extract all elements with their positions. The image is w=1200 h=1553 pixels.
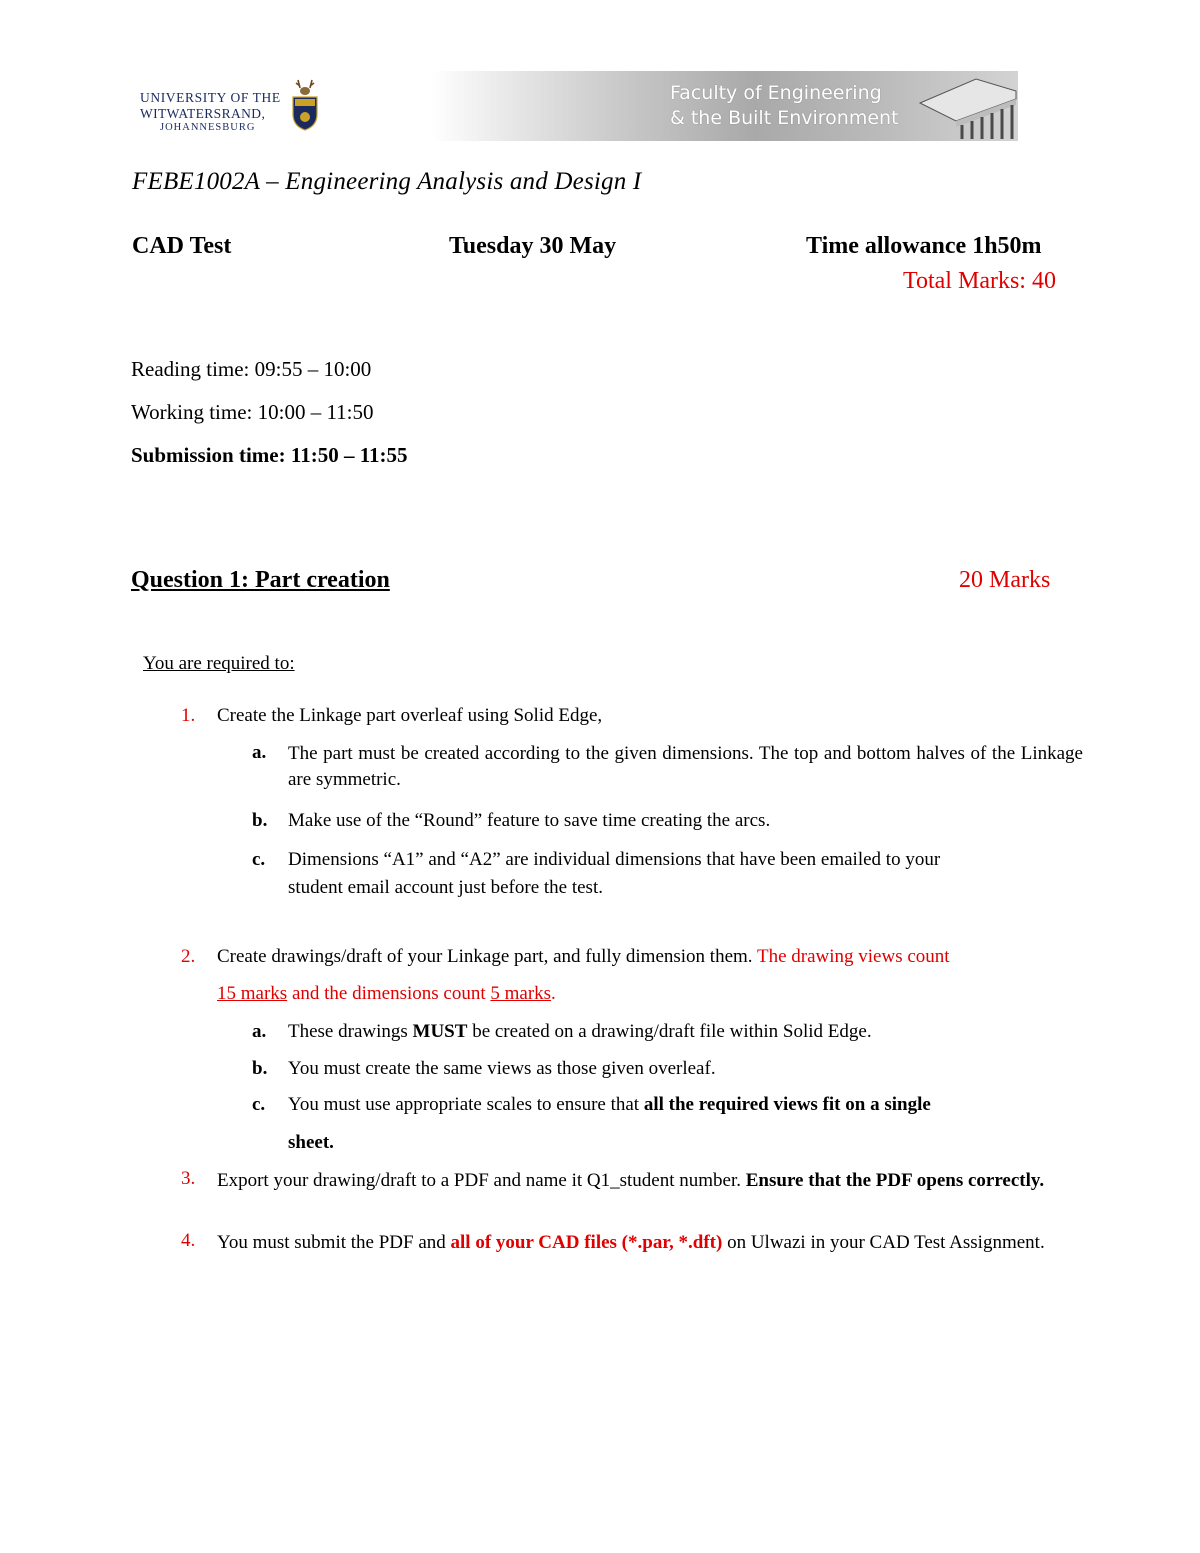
item-2a-label: a. xyxy=(252,1021,267,1042)
item-4-post: on Ulwazi in your CAD Test Assignment. xyxy=(727,1232,1045,1253)
item-2-red-marks1: 15 marks xyxy=(217,983,288,1004)
item-2-text: Create drawings/draft of your Linkage part, and fully dimension them. xyxy=(217,946,753,967)
item-2a-post: be created on a drawing/draft file within Solid Edge. xyxy=(472,1021,872,1042)
item-2-red-part1: The drawing views count xyxy=(756,946,950,967)
item-3-text xyxy=(217,1168,1081,1194)
course-title: FEBE1002A – Engineering Analysis and Design I xyxy=(132,168,642,195)
item-2c-bold1: all the required views fit on a single xyxy=(643,1094,931,1115)
test-date: Tuesday 30 May xyxy=(449,233,617,259)
item-2c-label: c. xyxy=(252,1094,266,1115)
item-1a-text: The part must be created according to the given dimensions. The top and bottom halves of the Linkage are symmetric. xyxy=(288,743,1083,790)
item-4-number: 4. xyxy=(181,1230,196,1251)
item-1c-text-line2: student email account just before the test. xyxy=(288,877,603,898)
building-icon xyxy=(916,75,1018,139)
question-title: Question 1: Part creation xyxy=(131,567,390,593)
faculty-banner-line2: & the Built Environment xyxy=(670,107,899,129)
item-4-red-bold: all of your CAD files (*.par, *.dft) xyxy=(450,1232,723,1253)
item-2b-label: b. xyxy=(252,1058,268,1079)
item-1b-label: b. xyxy=(252,810,268,831)
item-2-text-line1 xyxy=(217,946,950,968)
time-allowance: Time allowance 1h50m xyxy=(806,233,1042,259)
item-2-number: 2. xyxy=(181,946,196,967)
item-2c-bold2: sheet. xyxy=(288,1132,334,1153)
university-logo xyxy=(140,74,330,136)
working-time: Working time: 10:00 – 11:50 xyxy=(131,400,374,424)
item-3-number: 3. xyxy=(181,1168,196,1189)
faculty-banner-line1: Faculty of Engineering xyxy=(670,82,882,104)
question-marks: 20 Marks xyxy=(959,567,1051,593)
university-name-line1: UNIVERSITY OF THE xyxy=(140,90,281,105)
test-name: CAD Test xyxy=(132,233,232,259)
item-2-red-end: . xyxy=(551,983,556,1004)
item-2b-text: You must create the same views as those given overleaf. xyxy=(288,1058,716,1079)
faculty-banner xyxy=(432,71,1018,141)
item-1b-text: Make use of the “Round” feature to save time creating the arcs. xyxy=(288,810,771,831)
item-4-pre: You must submit the PDF and xyxy=(217,1232,446,1253)
university-name-line3: JOHANNESBURG xyxy=(160,122,256,133)
item-2-text-line2 xyxy=(217,983,556,1005)
item-1c-text-line1: Dimensions “A1” and “A2” are individual dimensions that have been emailed to your xyxy=(288,849,941,870)
item-1a-label: a. xyxy=(252,742,267,763)
reading-time: Reading time: 09:55 – 10:00 xyxy=(131,357,372,381)
item-4-text xyxy=(217,1230,1081,1256)
item-2a-pre: These drawings xyxy=(288,1021,408,1042)
university-crest-icon xyxy=(288,76,322,132)
item-2a-bold: MUST xyxy=(412,1021,468,1042)
total-marks: Total Marks: 40 xyxy=(903,268,1056,294)
submission-time: Submission time: 11:50 – 11:55 xyxy=(131,443,408,467)
item-2c-text xyxy=(288,1094,931,1116)
item-2a-text xyxy=(288,1021,872,1043)
university-name-line2: WITWATERSRAND, xyxy=(140,106,266,121)
item-2c-pre: You must use appropriate scales to ensure that xyxy=(288,1094,640,1115)
item-1-number: 1. xyxy=(181,705,196,726)
item-2-red-part2: and the dimensions count xyxy=(291,983,486,1004)
item-3-bold: Ensure that the PDF opens correctly. xyxy=(745,1170,1045,1191)
item-1c-label: c. xyxy=(252,849,266,870)
item-1-text: Create the Linkage part overleaf using Solid Edge, xyxy=(217,705,603,726)
item-3-pre: Export your drawing/draft to a PDF and name it Q1_student number. xyxy=(217,1170,741,1191)
required-intro: You are required to: xyxy=(143,653,295,674)
item-2-red-marks2: 5 marks xyxy=(490,983,552,1004)
